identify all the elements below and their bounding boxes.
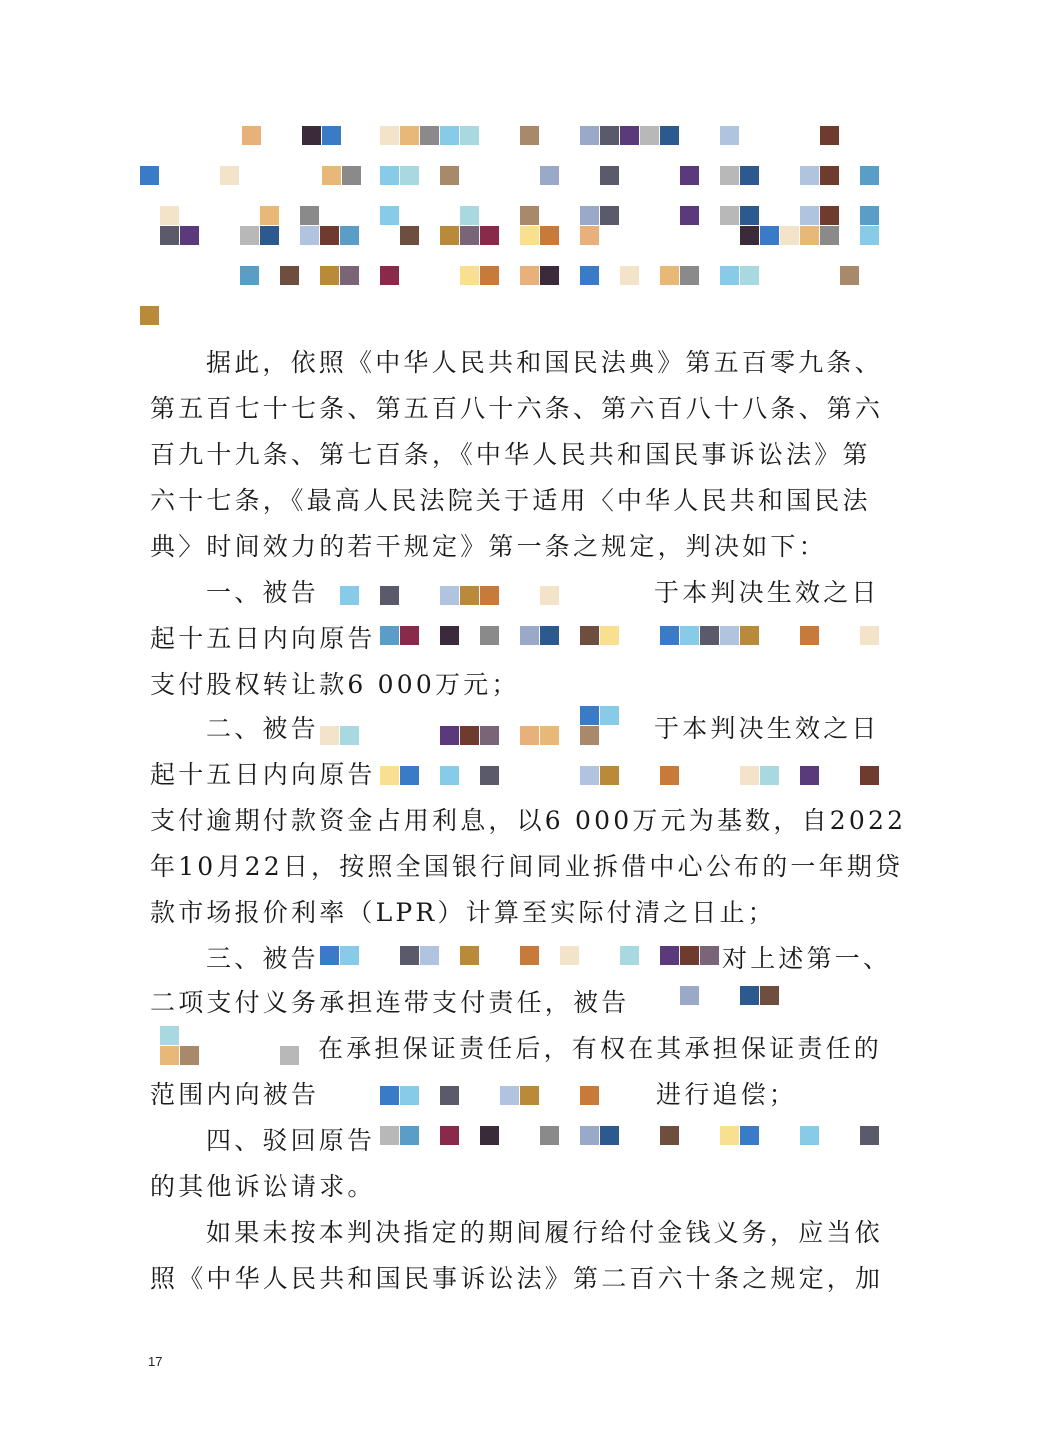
redaction-pixel <box>760 226 779 245</box>
redaction-pixel <box>800 626 819 645</box>
redaction-pixel <box>140 306 159 325</box>
redaction-pixel <box>540 266 559 285</box>
item2-line-4: 年10月22日，按照全国银行间同业拆借中心公布的一年期贷 <box>150 852 904 881</box>
redaction-pixel <box>540 626 559 645</box>
redaction-pixel <box>440 766 459 785</box>
redaction-pixel <box>400 166 419 185</box>
redaction-pixel <box>640 126 659 145</box>
redaction-pixel <box>460 946 479 965</box>
redaction-pixel <box>600 126 619 145</box>
intro-line-4: 六十七条，《最高人民法院关于适用〈中华人民共和国民法 <box>150 486 871 515</box>
redaction-pixel <box>340 266 359 285</box>
redaction-pixel <box>220 166 239 185</box>
redaction-pixel <box>680 626 699 645</box>
redaction-pixel <box>480 726 499 745</box>
redaction-pixel <box>460 266 479 285</box>
redaction-pixel <box>820 206 839 225</box>
redaction-pixel <box>740 266 759 285</box>
redaction-pixel <box>340 586 359 605</box>
redaction-pixel <box>680 166 699 185</box>
redaction-pixel <box>500 1086 519 1105</box>
redaction-pixel <box>520 626 539 645</box>
redaction-pixel <box>380 266 399 285</box>
redaction-pixel <box>600 206 619 225</box>
redaction-pixel <box>520 1086 539 1105</box>
redaction-pixel <box>580 1086 599 1105</box>
redaction-pixel <box>300 206 319 225</box>
redaction-pixel <box>140 166 159 185</box>
redaction-pixel <box>800 226 819 245</box>
closing-line-2: 照《中华人民共和国民事诉讼法》第二百六十条之规定，加 <box>150 1264 884 1293</box>
redaction-pixel <box>320 946 339 965</box>
redaction-pixel <box>240 266 259 285</box>
redaction-pixel <box>320 266 339 285</box>
redaction-pixel <box>160 226 179 245</box>
redaction-pixel <box>660 1126 679 1145</box>
redaction-pixel <box>520 226 539 245</box>
redaction-pixel <box>342 166 361 185</box>
redaction-pixel <box>440 226 459 245</box>
redaction-pixel <box>740 986 759 1005</box>
redaction-pixel <box>540 1126 559 1145</box>
redaction-pixel <box>480 586 499 605</box>
redaction-pixel <box>520 266 539 285</box>
redaction-pixel <box>740 206 759 225</box>
redaction-pixel <box>620 266 639 285</box>
redaction-pixel <box>580 766 599 785</box>
redaction-pixel <box>680 266 699 285</box>
item2-line-5: 款市场报价利率（LPR）计算至实际付清之日止； <box>150 898 776 927</box>
redaction-pixel <box>780 226 799 245</box>
redaction-pixel <box>600 766 619 785</box>
redaction-pixel <box>740 766 759 785</box>
redaction-pixel <box>160 206 179 225</box>
closing-line-1: 如果未按本判决指定的期间履行给付金钱义务，应当依 <box>206 1218 883 1247</box>
redaction-pixel <box>720 1126 739 1145</box>
redaction-pixel <box>600 706 619 725</box>
redaction-pixel <box>520 946 539 965</box>
redaction-pixel <box>760 986 779 1005</box>
redaction-pixel <box>700 946 719 965</box>
redaction-pixel <box>620 946 639 965</box>
redaction-pixel <box>440 126 459 145</box>
redaction-pixel <box>600 166 619 185</box>
redaction-pixel <box>440 166 459 185</box>
redaction-pixel <box>322 126 341 145</box>
redaction-pixel <box>340 726 359 745</box>
redaction-pixel <box>460 126 479 145</box>
intro-line-2: 第五百七十七条、第五百八十六条、第六百八十八条、第六 <box>150 394 884 423</box>
redaction-pixel <box>180 1046 199 1065</box>
redaction-pixel <box>540 586 559 605</box>
redaction-pixel <box>700 626 719 645</box>
redaction-pixel <box>320 226 339 245</box>
redaction-pixel <box>520 126 539 145</box>
redaction-pixel <box>680 986 699 1005</box>
item3-line4-suffix: 进行追偿； <box>656 1080 798 1109</box>
redaction-pixel <box>400 126 419 145</box>
redaction-pixel <box>660 626 679 645</box>
redaction-pixel <box>280 266 299 285</box>
redaction-pixel <box>400 766 419 785</box>
redaction-pixel <box>560 946 579 965</box>
item3-line3-suffix: 在承担保证责任后，有权在其承担保证责任的 <box>318 1034 883 1063</box>
redaction-pixel <box>800 766 819 785</box>
redaction-pixel <box>540 726 559 745</box>
redaction-pixel <box>280 1046 299 1065</box>
item4-line-2: 的其他诉讼请求。 <box>150 1172 376 1201</box>
redaction-pixel <box>380 586 399 605</box>
redaction-pixel <box>740 166 759 185</box>
redaction-pixel <box>680 946 699 965</box>
redaction-pixel <box>440 726 459 745</box>
page-number: 17 <box>148 1354 163 1369</box>
redaction-pixel <box>480 266 499 285</box>
redaction-pixel <box>320 726 339 745</box>
redaction-pixel <box>260 226 279 245</box>
redaction-pixel <box>400 946 419 965</box>
redaction-pixel <box>420 946 439 965</box>
redaction-pixel <box>340 946 359 965</box>
redaction-pixel <box>480 1126 499 1145</box>
redaction-pixel <box>322 166 341 185</box>
redaction-pixel <box>240 226 259 245</box>
redaction-pixel <box>720 266 739 285</box>
redaction-pixel <box>480 626 499 645</box>
redaction-pixel <box>580 1126 599 1145</box>
redaction-pixel <box>380 766 399 785</box>
item1-line-2: 起十五日内向原告 <box>150 624 376 653</box>
item3-line-3 <box>150 1026 883 1072</box>
redaction-pixel <box>340 226 359 245</box>
item1-prefix: 一、被告 <box>206 578 319 607</box>
redaction-pixel <box>440 1126 459 1145</box>
redaction-pixel <box>580 266 599 285</box>
redaction-pixel <box>580 206 599 225</box>
redaction-pixel <box>400 1126 419 1145</box>
redaction-pixel <box>302 126 321 145</box>
redaction-pixel <box>460 226 479 245</box>
redaction-pixel <box>580 226 599 245</box>
redaction-pixel <box>860 1126 879 1145</box>
redaction-pixel <box>380 1126 399 1145</box>
redaction-pixel <box>600 1126 619 1145</box>
redaction-pixel <box>260 206 279 225</box>
redaction-pixel <box>860 766 879 785</box>
redaction-pixel <box>720 206 739 225</box>
redaction-pixel <box>740 626 759 645</box>
redaction-pixel <box>860 226 879 245</box>
redaction-pixel <box>800 1126 819 1145</box>
item3-line4-prefix: 范围内向被告 <box>150 1080 320 1109</box>
redaction-pixel <box>460 586 479 605</box>
redaction-pixel <box>820 226 839 245</box>
intro-line-1: 据此，依照《中华人民共和国民法典》第五百零九条、 <box>206 348 883 377</box>
redaction-pixel <box>380 1086 399 1105</box>
redaction-pixel <box>720 126 739 145</box>
redaction-pixel <box>540 166 559 185</box>
redaction-pixel <box>520 206 539 225</box>
redaction-pixel <box>380 626 399 645</box>
redaction-pixel <box>380 206 399 225</box>
redaction-pixel <box>820 166 839 185</box>
item2-line-2: 起十五日内向原告 <box>150 760 376 789</box>
item3-suffix: 对上述第一、 <box>722 944 892 973</box>
redaction-pixel <box>380 166 399 185</box>
redaction-pixel <box>800 166 819 185</box>
redaction-pixel <box>480 226 499 245</box>
redaction-pixel <box>740 226 759 245</box>
redaction-pixel <box>660 946 679 965</box>
redaction-pixel <box>400 1086 419 1105</box>
redaction-pixel <box>720 166 739 185</box>
redaction-pixel <box>600 626 619 645</box>
redaction-pixel <box>620 126 639 145</box>
redaction-pixel <box>580 626 599 645</box>
item1-suffix: 于本判决生效之日 <box>654 578 880 607</box>
redaction-pixel <box>440 586 459 605</box>
redaction-pixel <box>840 266 859 285</box>
redaction-pixel <box>540 226 559 245</box>
item2-prefix: 二、被告 <box>206 714 319 743</box>
redaction-pixel <box>860 166 879 185</box>
redaction-pixel <box>720 626 739 645</box>
redaction-pixel <box>480 766 499 785</box>
item2-line-3: 支付逾期付款资金占用利息，以6 000万元为基数，自2022 <box>150 806 907 835</box>
redaction-pixel <box>660 766 679 785</box>
redaction-pixel <box>160 1026 179 1045</box>
redaction-pixel <box>300 226 319 245</box>
item3-prefix: 三、被告 <box>206 944 319 973</box>
redaction-pixel <box>760 766 779 785</box>
item3-line-2: 二项支付义务承担连带支付责任，被告 <box>150 988 630 1017</box>
redaction-pixel <box>660 126 679 145</box>
redaction-pixel <box>860 206 879 225</box>
redaction-pixel <box>820 126 839 145</box>
redaction-pixel <box>860 626 879 645</box>
redaction-pixel <box>420 126 439 145</box>
redaction-pixel <box>800 206 819 225</box>
redaction-pixel <box>460 726 479 745</box>
redaction-pixel <box>660 266 679 285</box>
item4-line-1: 四、驳回原告 <box>206 1126 376 1155</box>
redaction-pixel <box>160 1046 179 1065</box>
redaction-pixel <box>400 226 419 245</box>
redaction-pixel <box>440 1086 459 1105</box>
item1-line-3: 支付股权转让款6 000万元； <box>150 670 520 699</box>
redaction-pixel <box>580 706 599 725</box>
redaction-pixel <box>520 726 539 745</box>
redaction-pixel <box>580 726 599 745</box>
item2-suffix: 于本判决生效之日 <box>654 714 880 743</box>
redaction-pixel <box>740 1126 759 1145</box>
redaction-pixel <box>460 206 479 225</box>
redaction-pixel <box>680 206 699 225</box>
redaction-pixel <box>180 226 199 245</box>
intro-line-3: 百九十九条、第七百条，《中华人民共和国民事诉讼法》第 <box>150 440 871 469</box>
item3-line-1 <box>206 936 892 982</box>
redaction-pixel <box>400 626 419 645</box>
redaction-pixel <box>380 126 399 145</box>
redaction-pixel <box>580 126 599 145</box>
redaction-pixel <box>440 626 459 645</box>
intro-line-5: 典〉时间效力的若干规定》第一条之规定，判决如下： <box>150 532 827 561</box>
redaction-pixel <box>242 126 261 145</box>
